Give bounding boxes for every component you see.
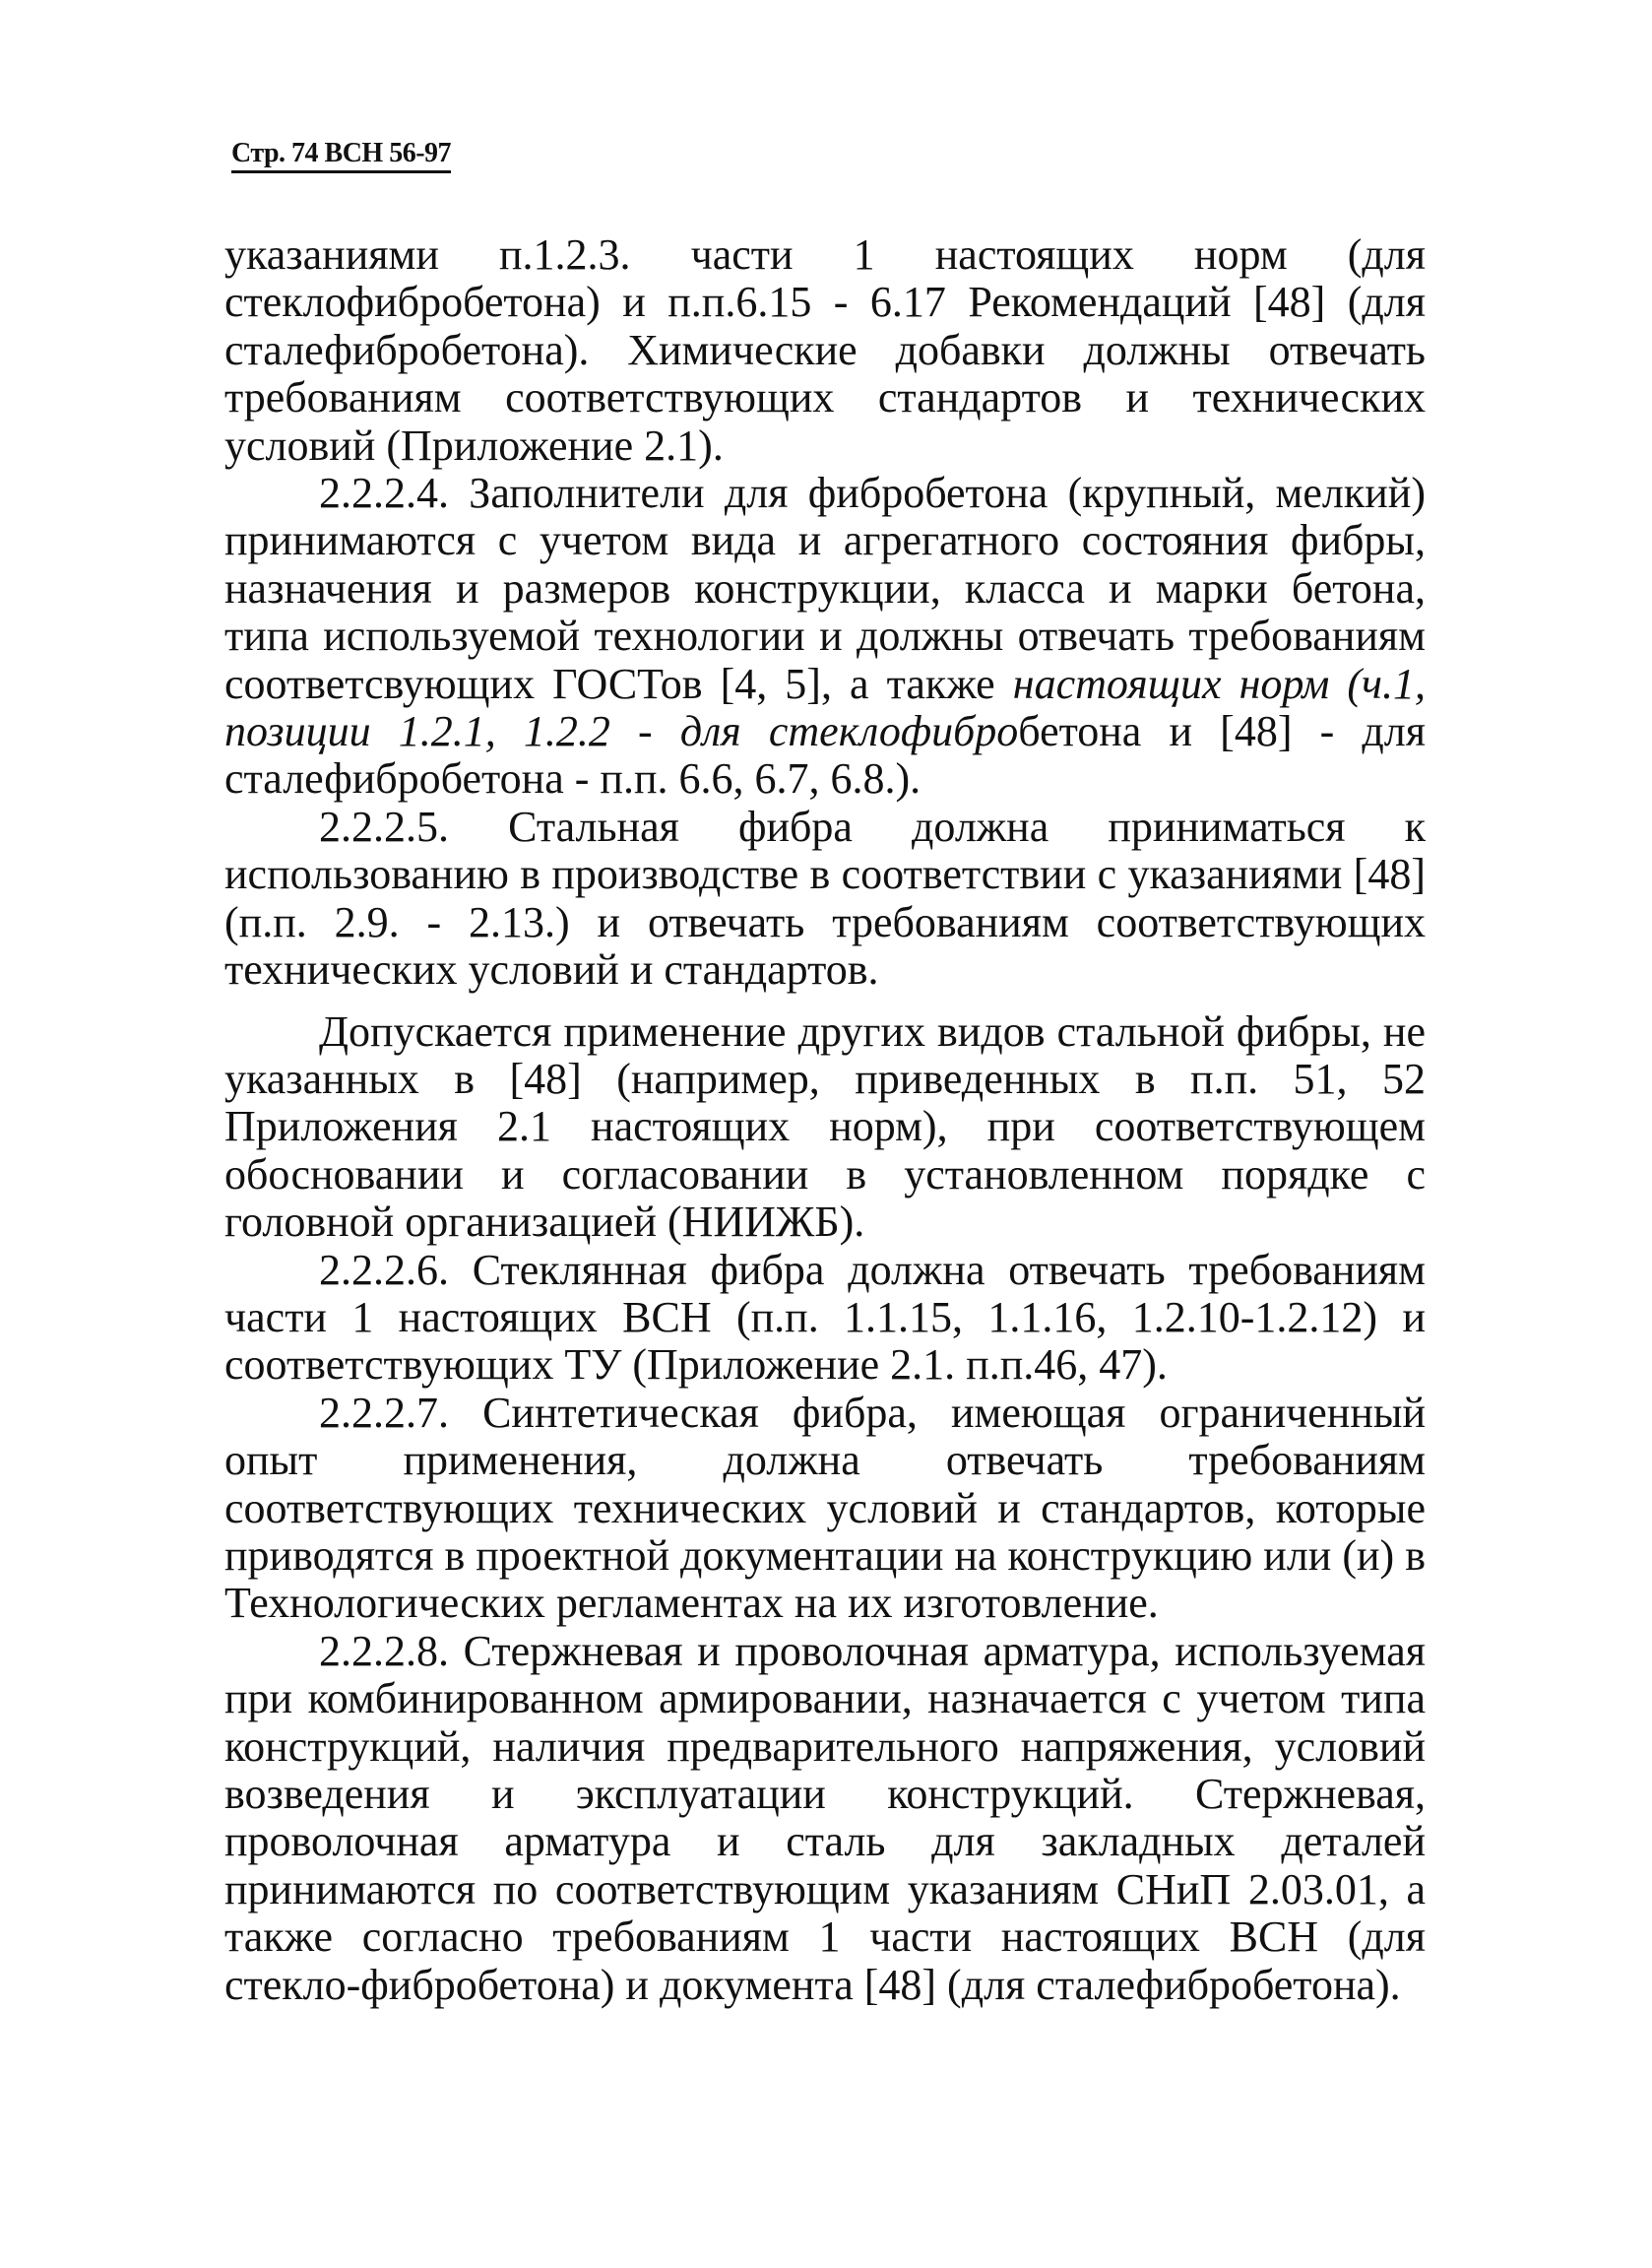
running-header: Стр. 74 ВСН 56-97 — [231, 138, 451, 173]
paragraph-italic-text: настоящих норм (ч.1, позиции 1.2.1, 1.2.2 - для стеклофибро — [224, 659, 1427, 756]
paragraph-2-2-2-5: 2.2.2.5. Стальная фибра должна приниматься к использованию в производстве в соответствии с указаниями [48] (п.п. 2.9. - 2.13.) и отвечать требованиям соответствующих технических условий и стандартов. — [224, 802, 1426, 995]
paragraph-continuation: указаниями п.1.2.3. части 1 настоящих норм (для стеклофибробетона) и п.п.6.15 - 6.17 Рекомендаций [48] (для сталефибробетона). Химические добавки должны отвечать требованиям соответствующих стандартов и технических условий (Приложение 2.1). — [224, 230, 1426, 470]
paragraph-2-2-2-4 — [224, 470, 1426, 804]
paragraph-text: 2.2.2.4. Заполнители для фибробетона (крупный, мелкий) принимаются с учетом вида и агрегатного состояния фибры, назначения и размеров конструкции, класса и марки бетона, типа используемой технологии и должны отвечать требованиям соответсвующих ГОСТов [4, 5], а также — [224, 469, 1426, 708]
paragraph-text: бетона и [48] - для сталефибробетона - п.п. 6.6, 6.7, 6.8.). — [224, 707, 1426, 804]
paragraph-2-2-2-6: 2.2.2.6. Стеклянная фибра должна отвечать требованиям части 1 настоящих ВСН (п.п. 1.1.15, 1.1.16, 1.2.10-1.2.12) и соответствующих ТУ (Приложение 2.1. п.п.46, 47). — [224, 1245, 1426, 1390]
body-text — [224, 231, 1426, 2009]
paragraph-steel-fiber-note: Допускается применение других видов стальной фибры, не указанных в [48] (например, приведенных в п.п. 51, 52 Приложения 2.1 настоящих норм), при соответствующем обосновании и согласовании в установленном порядке с головной организацией (НИИЖБ). — [224, 1006, 1426, 1247]
paragraph-2-2-2-8: 2.2.2.8. Стержневая и проволочная арматура, используемая при комбинированном армировании, назначается с учетом типа конструкций, наличия предварительного напряжения, условий возведения и эксплуатации конструкций. Стержневая, проволочная арматура и сталь для закладных деталей принимаются по соответствующим указаниям СНиП 2.03.01, а также согласно требованиям 1 части настоящих ВСН (для стекло-фибробетона) и документа [48] (для сталефибробетона). — [224, 1626, 1426, 2009]
paragraph-2-2-2-7: 2.2.2.7. Синтетическая фибра, имеющая ограниченный опыт применения, должна отвечать требованиям соответствующих технических условий и стандартов, которые приводятся в проектной документации на конструкцию или (и) в Технологических регламентах на их изготовление. — [224, 1388, 1426, 1628]
